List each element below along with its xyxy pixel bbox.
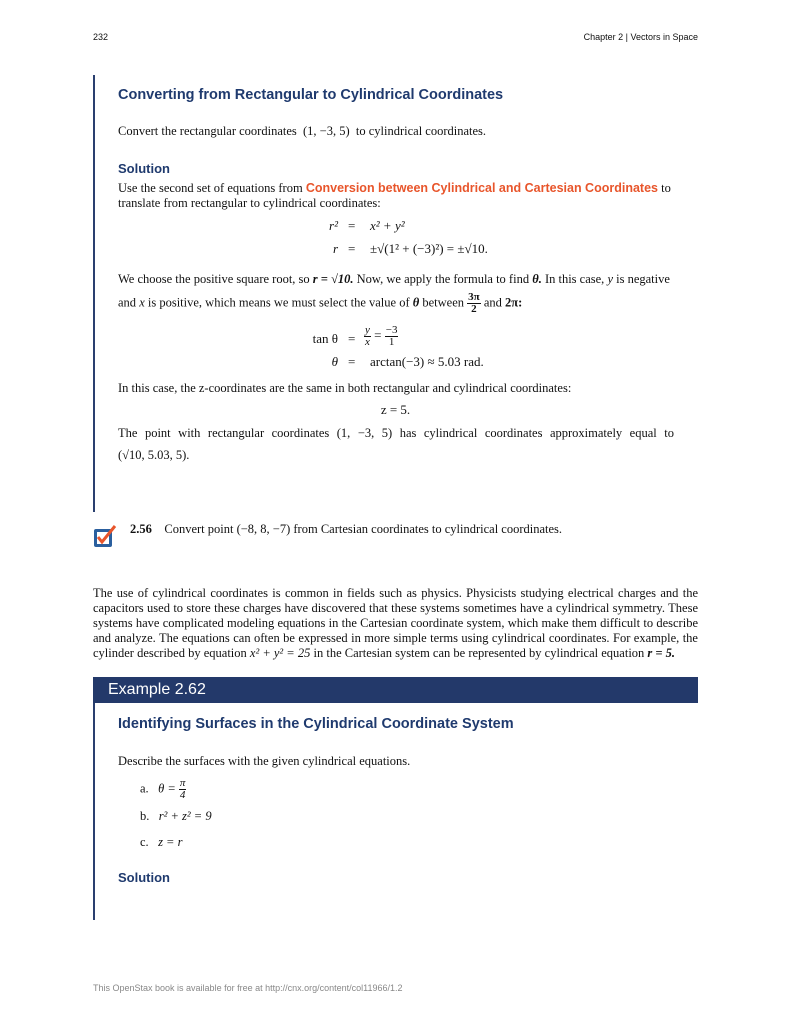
item-label: a. bbox=[140, 781, 149, 796]
body-paragraph bbox=[93, 586, 698, 661]
solution-text-4: In this case, the z-coordinates are the same in both rectangular and cylindrical coordinates: bbox=[118, 381, 572, 395]
checkpoint-icon bbox=[93, 525, 115, 547]
denominator: 4 bbox=[179, 789, 186, 801]
checkpoint bbox=[130, 522, 686, 537]
numerator: −3 bbox=[385, 324, 398, 336]
eq5: z = 5. bbox=[380, 402, 411, 417]
footer-text: This OpenStax book is available for free at http://cnx.org/content/col11966/1.2 bbox=[93, 983, 403, 993]
solution-text-2 bbox=[118, 272, 674, 287]
list-item-a bbox=[140, 778, 696, 801]
text: The use of cylindrical coordinates is common in fields such as physics. Physicists studying electrical charges and the capacitors used to store these charges have discovered that these systems sometimes have a cylindrical symmetry. These systems have complicated modeling equations in the Cartesian coordinate system, which make them difficult to describe and analyze. The equations can often be expressed in more simple terms using cylindrical coordinates. For example, the cylinder described by equation bbox=[93, 586, 698, 660]
eq1-rhs: x² + y² bbox=[370, 218, 405, 233]
math: θ bbox=[412, 295, 420, 310]
eq2-lhs: r bbox=[332, 241, 338, 256]
text: Convert the rectangular coordinates bbox=[118, 124, 297, 138]
math: θ = bbox=[158, 781, 176, 796]
solution-heading: Solution bbox=[118, 870, 170, 885]
eq3-equals: = bbox=[348, 331, 356, 346]
text: to cylindrical coordinates. bbox=[355, 124, 487, 138]
item-label: c. bbox=[140, 835, 149, 849]
checkpoint-number: 2.56 bbox=[130, 522, 152, 536]
text: and bbox=[118, 295, 137, 310]
text: in the Cartesian system can be represented by cylindrical equation bbox=[313, 646, 645, 660]
eq3-rhs: $\frac{y}{x}$ = $\frac{-3}{1}$ bbox=[365, 324, 398, 348]
example-side-bar bbox=[93, 75, 95, 512]
page-number: 232 bbox=[93, 32, 109, 42]
denominator: 2 bbox=[471, 303, 477, 315]
text: We choose the positive square root, so bbox=[118, 272, 310, 286]
numerator: π bbox=[179, 777, 186, 789]
item-label: b. bbox=[140, 809, 150, 823]
math: (1, −3, 5) bbox=[303, 124, 350, 138]
fraction bbox=[467, 292, 481, 315]
fraction bbox=[364, 325, 371, 348]
chapter-title: Chapter 2 | Vectors in Space bbox=[583, 32, 698, 42]
math: 2π: bbox=[505, 295, 523, 310]
checkpoint-text: Convert point (−8, 8, −7) from Cartesian coordinates to cylindrical coordinates. bbox=[164, 522, 563, 536]
text: is negative bbox=[616, 272, 670, 286]
math: x bbox=[139, 295, 145, 310]
example-title: Converting from Rectangular to Cylindrical Coordinates bbox=[118, 87, 504, 103]
denominator: x bbox=[365, 336, 370, 348]
text: Use the second set of equations from bbox=[118, 181, 303, 195]
text: and bbox=[483, 295, 502, 310]
solution-result: (√10, 5.03, 5). bbox=[118, 448, 190, 462]
denominator: 1 bbox=[388, 336, 395, 348]
example-title: Identifying Surfaces in the Cylindrical Coordinate System bbox=[118, 716, 514, 732]
list-item-b bbox=[140, 809, 696, 824]
math: r = √10. bbox=[312, 272, 354, 286]
text: to translate from rectangular to cylindrical coordinates: bbox=[118, 181, 671, 210]
eq4-lhs: θ bbox=[331, 354, 338, 369]
text: between bbox=[422, 295, 465, 310]
example-prompt: Describe the surfaces with the given cylindrical equations. bbox=[118, 754, 411, 768]
text: is positive, which means we must select the value of bbox=[147, 295, 410, 310]
solution-text-3 bbox=[118, 292, 674, 315]
example-prompt bbox=[118, 124, 674, 139]
example-side-bar bbox=[93, 703, 95, 920]
math: r = 5. bbox=[647, 646, 676, 660]
eq2-equals: = bbox=[348, 241, 356, 256]
eq4-equals: = bbox=[348, 354, 356, 369]
math: θ. bbox=[532, 272, 542, 286]
eq1-equals: = bbox=[348, 218, 356, 233]
math: x² + y² = 25 bbox=[249, 646, 311, 660]
solution-text-5: The point with rectangular coordinates (1, −3, 5) has cylindrical coordinates approximately equal to bbox=[118, 426, 674, 440]
numerator: y bbox=[365, 324, 370, 336]
fraction bbox=[179, 778, 187, 801]
eq4-rhs: arctan(−3) ≈ 5.03 rad. bbox=[370, 354, 484, 369]
list-item-c bbox=[140, 835, 696, 850]
eq2-rhs: ±√(1² + (−3)²) = ±√10. bbox=[370, 241, 488, 256]
solution-heading: Solution bbox=[118, 161, 170, 176]
fraction bbox=[385, 325, 399, 348]
text: In this case, bbox=[544, 272, 605, 286]
numerator: 3π bbox=[468, 291, 480, 303]
math: r² + z² = 9 bbox=[158, 809, 212, 823]
math: z = r bbox=[158, 835, 183, 849]
eq1-lhs: r² bbox=[329, 218, 338, 233]
eq3-lhs: tan θ bbox=[312, 331, 338, 346]
solution-text-1 bbox=[118, 181, 674, 211]
conversion-link[interactable]: Conversion between Cylindrical and Cartesian Coordinates bbox=[305, 181, 658, 195]
math: y bbox=[607, 272, 613, 286]
text: Now, we apply the formula to find bbox=[356, 272, 530, 286]
example-banner: Example 2.62 bbox=[93, 677, 698, 703]
